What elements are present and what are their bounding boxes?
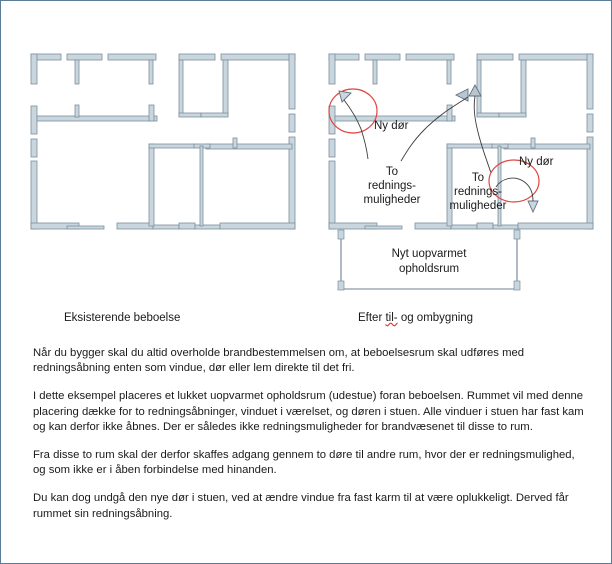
body-paragraph-3: Fra disse to rum skal der derfor skaffes adgang gennem to døre til andre rum, hvor der er redningsmulighed, og som ikke er i åben forbindelse med hinanden. [33, 449, 575, 477]
floor-plan-existing [31, 54, 295, 229]
label-redning-left-line2: rednings- [368, 180, 416, 192]
extension-corner-marks [338, 230, 520, 290]
caption-after-prefix: Efter [358, 312, 386, 324]
label-redning-right-line2: rednings- [454, 186, 502, 198]
caption-after-suffix: og ombygning [397, 312, 474, 324]
body-paragraph-2: I dette eksempel placeres et lukket uopvarmet opholdsrum (udestue) foran beboelsen. Rummet vil med denne placering dække for to redningsåbninger, vinduet i værelset, og døren i stuen. Alle vinduer i stuen har fast kam og kan derfor ikke åbnes. Der er således ikke redningsmuligheder for brandvæsenet til disse to rum. [33, 390, 584, 433]
extension-outline [341, 233, 517, 289]
label-redning-right-line3: muligheder [449, 200, 507, 212]
floor-plans-svg [1, 1, 612, 301]
door-arrow-head-right [528, 201, 538, 212]
label-redning-left-line3: muligheder [363, 194, 421, 206]
new-door-marker-left [329, 89, 377, 159]
caption-existing: Eksisterende beboelse [64, 312, 181, 324]
body-copy [33, 346, 585, 522]
caption-after-misspelled: til- [385, 312, 398, 324]
label-ny-dor-right: Ny dør [519, 156, 554, 168]
label-redning-left-line1: To [385, 166, 399, 178]
body-paragraph-4: Du kan dog undgå den nye dør i stuen, ved at ændre vindue fra fast karm til at være oplukkeligt. Derved får rummet sin redningsåbning. [33, 492, 569, 520]
caption-after [358, 312, 473, 324]
door-arrow-head-left [339, 91, 351, 102]
label-extension-line1: Nyt uopvarmet [391, 248, 467, 260]
label-extension-line2: opholdsrum [398, 263, 460, 275]
red-circle-left [329, 89, 377, 133]
door-leader-left [344, 100, 368, 159]
label-redning-right-line1: To [471, 172, 485, 184]
body-paragraph-1: Når du bygger skal du altid overholde brandbestemmelsen om, at beboelsesrum skal udføres med redningsåbning enten som vindue, dør eller lem direkte til det fri. [33, 347, 525, 375]
label-ny-dor-left: Ny dør [374, 120, 409, 132]
floor-plans-figure [1, 1, 612, 301]
